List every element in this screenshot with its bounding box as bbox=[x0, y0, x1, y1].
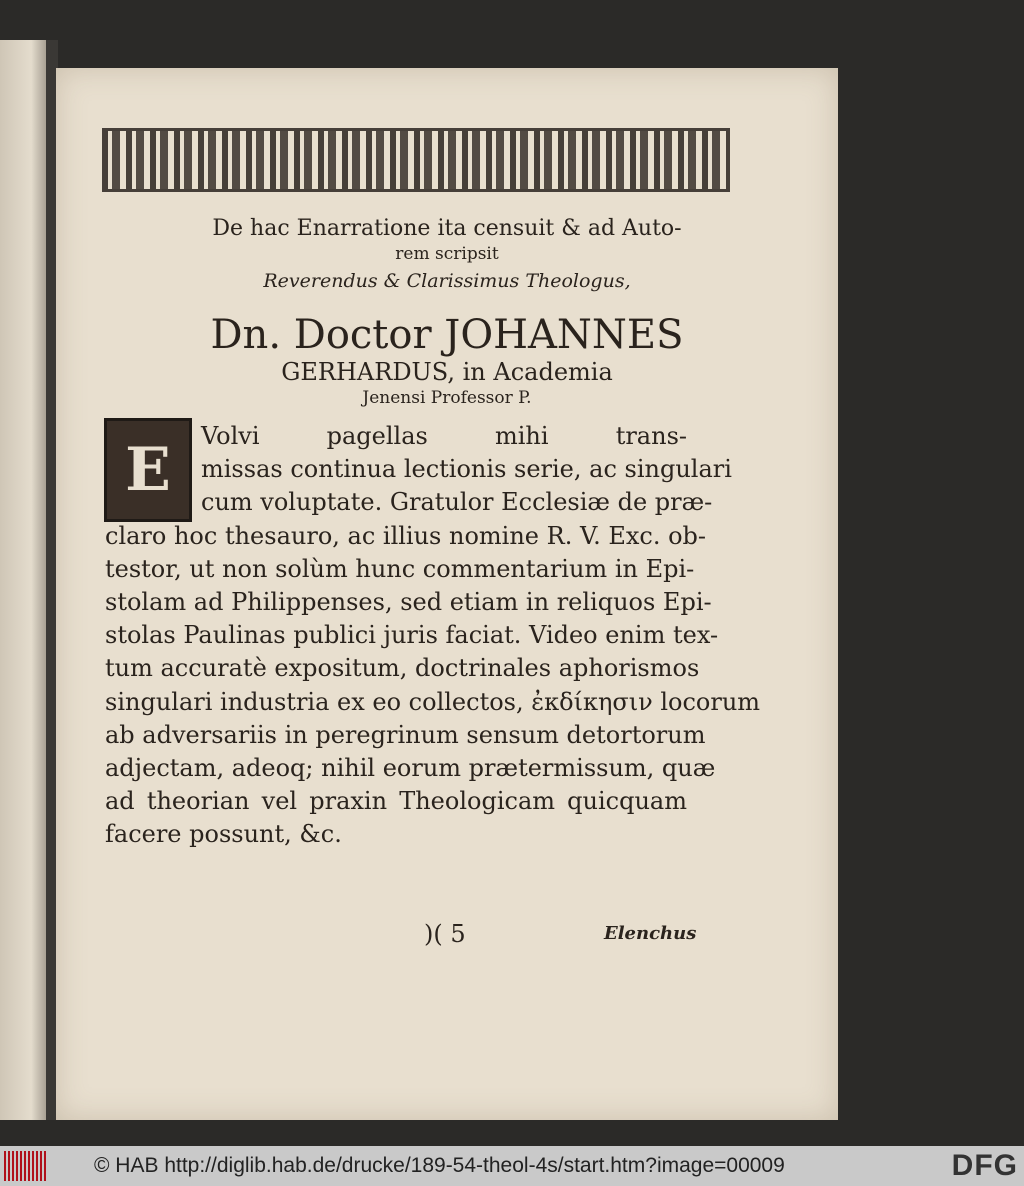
heading-line-2: rem scripsit bbox=[395, 244, 499, 264]
body-line: ad theorian vel praxin Theologicam quicquam bbox=[105, 787, 687, 816]
body-line: ab adversariis in peregrinum sensum detortorum bbox=[105, 720, 706, 749]
body-line: facere possunt, &c. bbox=[105, 820, 342, 849]
decorated-initial: E bbox=[104, 418, 192, 522]
author-name-cont: GERHARDUS, in Academia bbox=[281, 358, 613, 386]
author-name: Dn. Doctor JOHANNES bbox=[210, 312, 684, 358]
catchword: Elenchus bbox=[604, 923, 697, 944]
signature-mark: )( 5 bbox=[424, 920, 466, 948]
body-line: missas continua lectionis serie, ac singulari bbox=[201, 455, 732, 484]
ornamental-header-band bbox=[102, 128, 730, 192]
body-line: Volvi pagellas mihi trans- bbox=[201, 422, 687, 450]
body-line: adjectam, adeoq; nihil eorum prætermissum, quæ bbox=[105, 753, 716, 782]
body-line: cum voluptate. Gratulor Ecclesiæ de præ- bbox=[201, 488, 713, 517]
body-line: stolam ad Philippenses, sed etiam in reliquos Epi- bbox=[105, 587, 712, 616]
scanned-page bbox=[56, 68, 838, 1120]
hab-logo-icon bbox=[4, 1151, 48, 1181]
body-text bbox=[105, 420, 761, 851]
body-line: singulari industria ex eo collectos, ἐκδίκησιν locorum bbox=[105, 687, 761, 716]
heading-line-1: De hac Enarratione ita censuit & ad Auto- bbox=[212, 216, 682, 241]
body-line: claro hoc thesauro, ac illius nomine R. V. Exc. ob- bbox=[105, 521, 707, 550]
body-line: tum accuratè expositum, doctrinales aphorismos bbox=[105, 654, 700, 683]
copyright-url[interactable]: © HAB http://diglib.hab.de/drucke/189-54-theol-4s/start.htm?image=00009 bbox=[94, 1154, 785, 1177]
footer-bar bbox=[0, 1146, 1024, 1186]
heading-line-3: Reverendus & Clarissimus Theologus, bbox=[263, 270, 631, 292]
dfg-logo: DFG bbox=[951, 1149, 1018, 1182]
facing-page-edge bbox=[0, 40, 52, 1120]
author-affiliation: Jenensi Professor P. bbox=[362, 388, 532, 408]
body-line: stolas Paulinas publici juris faciat. Video enim tex- bbox=[105, 621, 719, 650]
body-line: testor, ut non solùm hunc commentarium in Epi- bbox=[105, 554, 695, 583]
